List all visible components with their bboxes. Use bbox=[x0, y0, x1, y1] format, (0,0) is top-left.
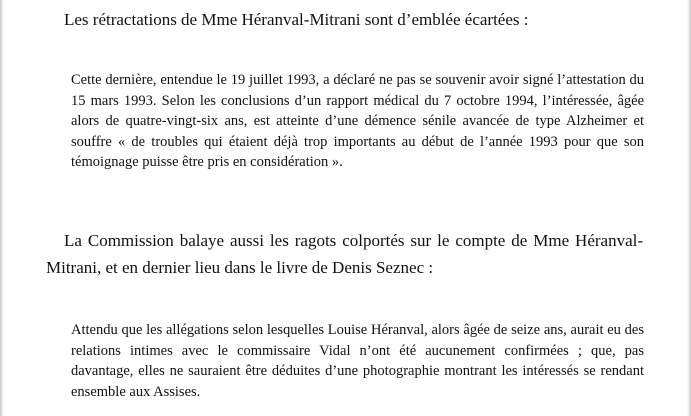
page-left-edge bbox=[0, 0, 4, 416]
page-right-edge bbox=[687, 0, 691, 416]
paragraph-commission-rumors: La Commission balaye aussi les ragots colportés sur le compte de Mme Héranval-Mitrani, et en dernier lieu dans le livre de Denis Seznec : bbox=[46, 231, 643, 277]
paragraph-retractations: Les rétractations de Mme Héranval-Mitrani sont d’emblée écartées : bbox=[64, 10, 529, 29]
block-quote-allegations: Attendu que les allégations selon lesquelles Louise Héranval, alors âgée de seize ans, aurait eu des relations intimes avec le commissaire Vidal n’ont été aucunement confirmées ; que, pas davantage, elles ne sauraient être déduites d’une photographie montrant les intéressés se rendant ensemble aux Assises. bbox=[71, 322, 644, 400]
block-quote-medical-report: Cette dernière, entendue le 19 juillet 1993, a déclaré ne pas se souvenir avoir signé l’attestation du 15 mars 1993. Selon les conclusions d’un rapport médical du 7 octobre 1994, l’intéressée, âgée alors de quatre-vingt-six ans, est atteinte d’une démence sénile avancée de type Alzheimer et souffre « de troubles qui étaient déjà trop importants au début de l’année 1993 pour que son témoignage puisse être pris en considération ». bbox=[71, 72, 644, 170]
